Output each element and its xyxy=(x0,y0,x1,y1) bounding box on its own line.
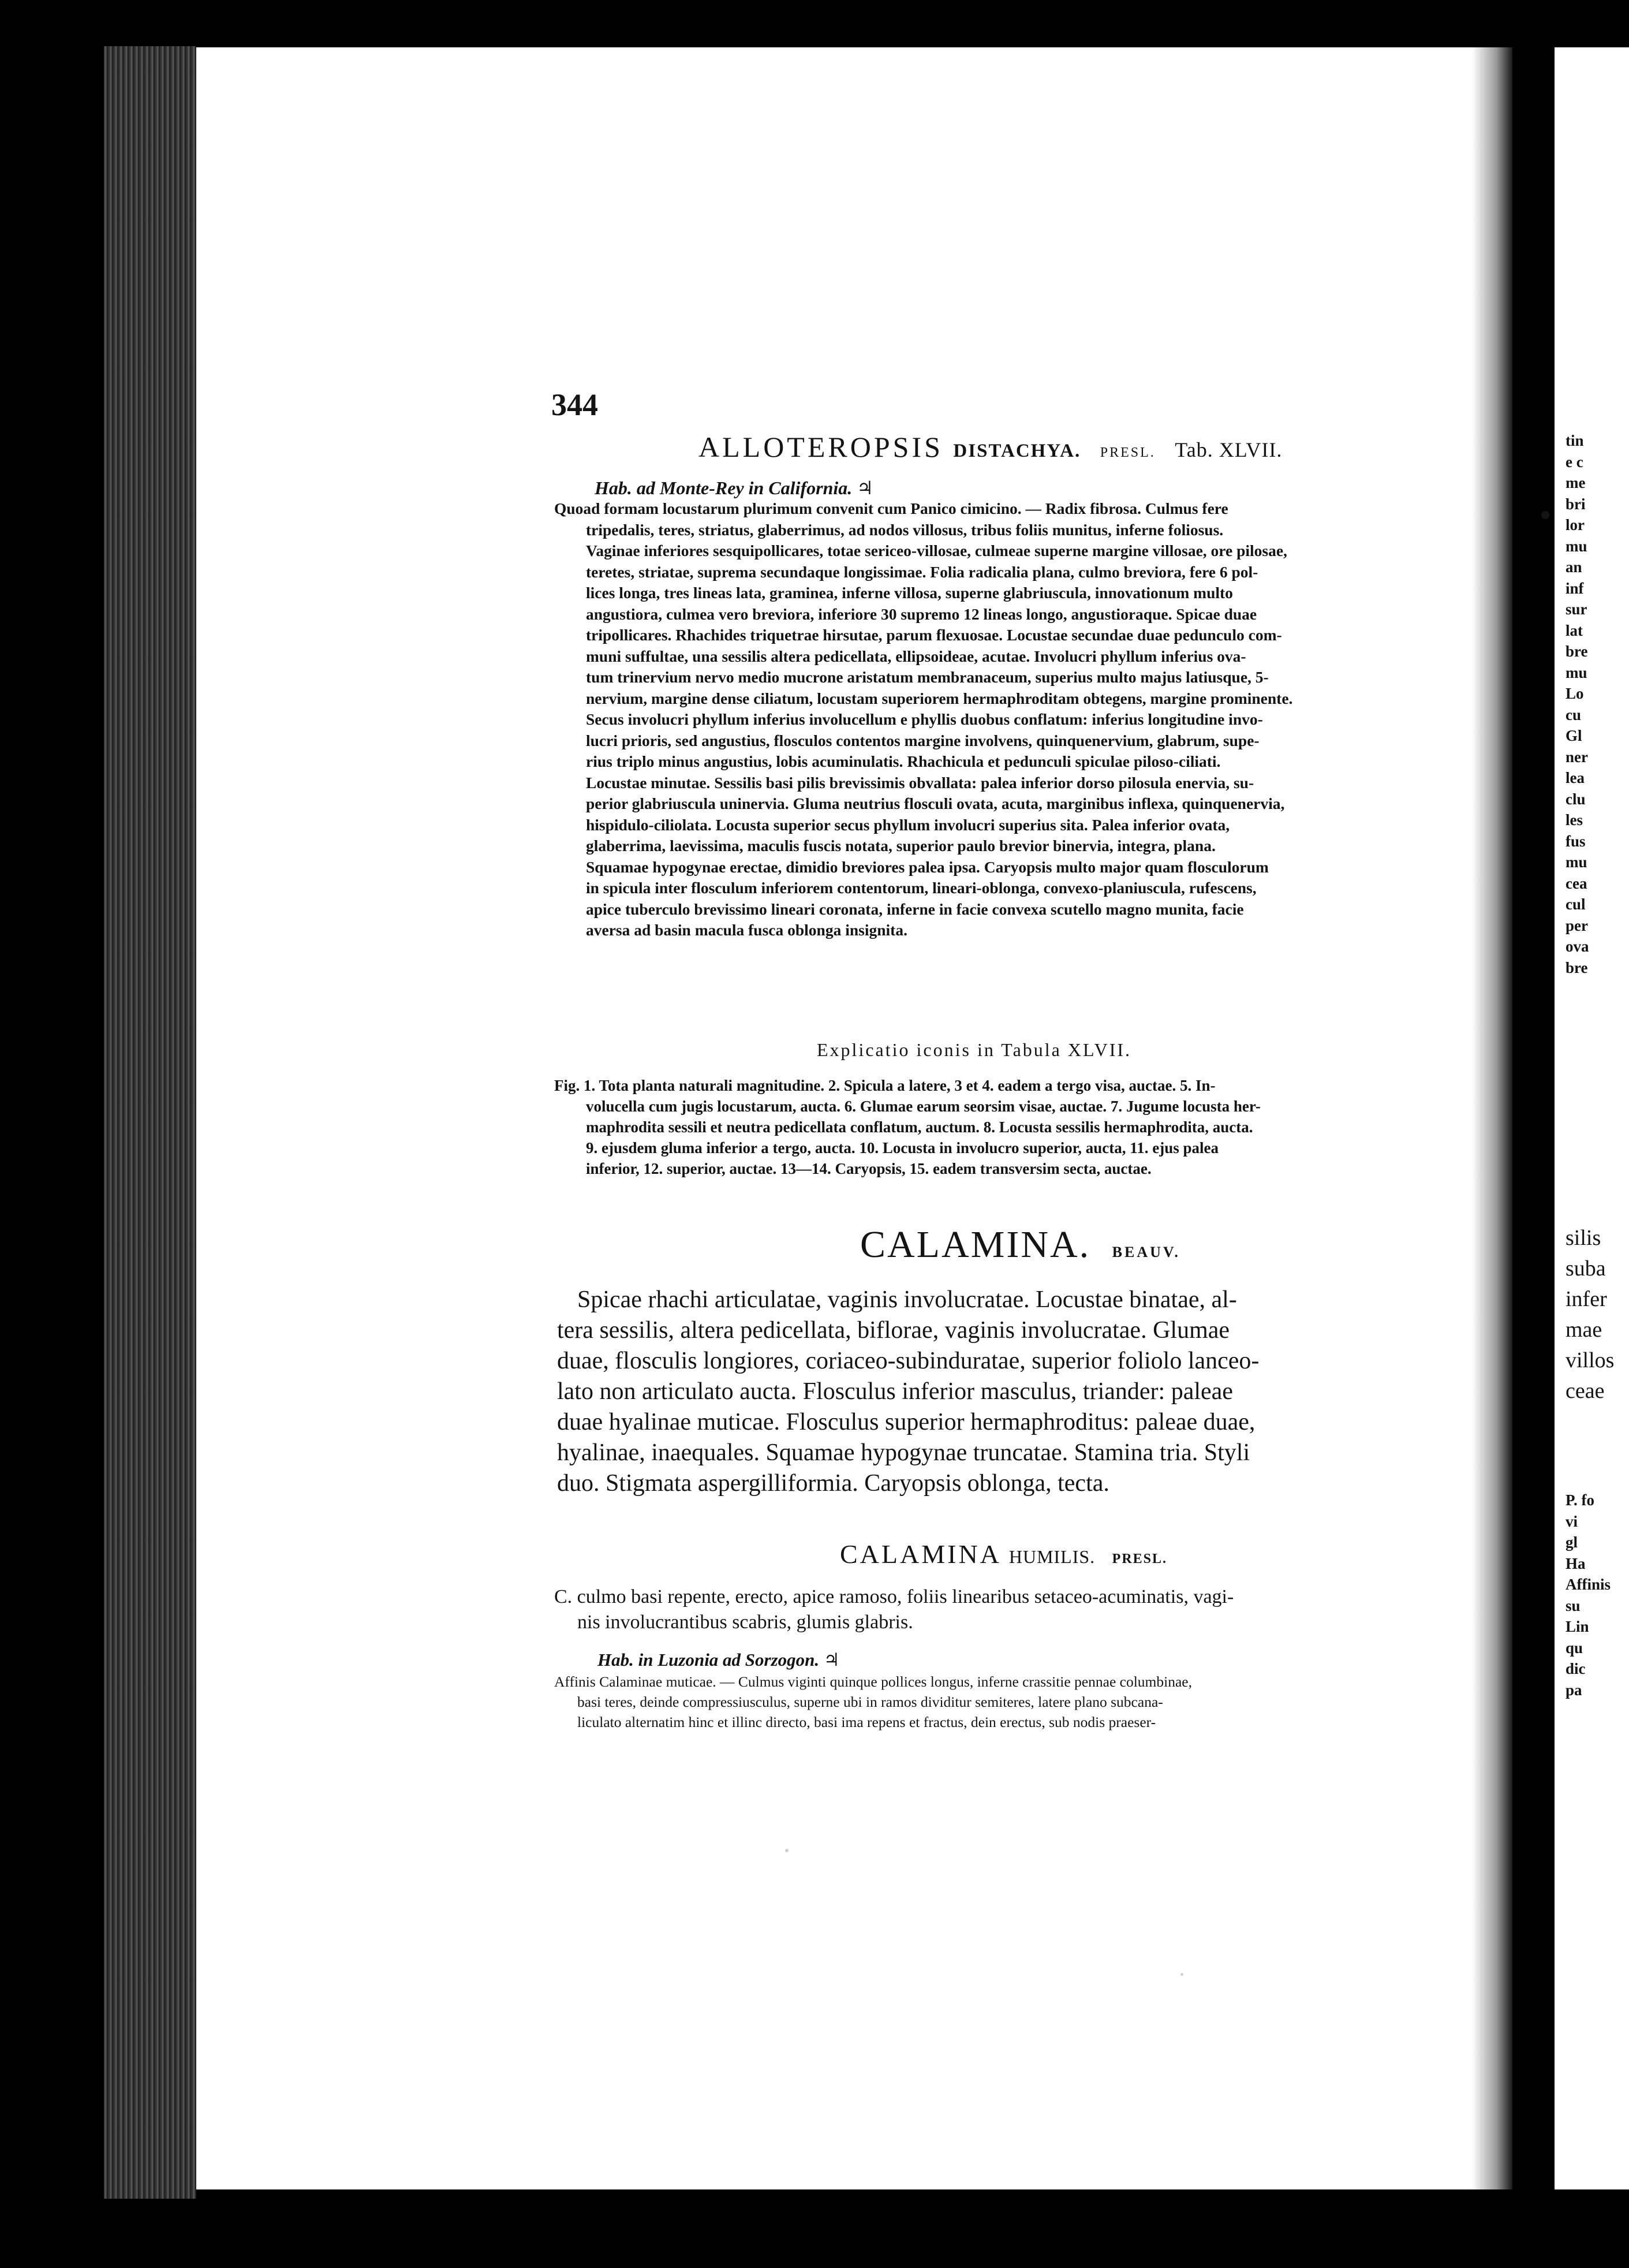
text-line: tripollicares. Rhachides triquetrae hirsutae, parum flexuosae. Locustae secundae duae pedunculo com- xyxy=(586,626,1282,644)
text-line: ner xyxy=(1566,748,1588,766)
text-line: teretes, striatae, suprema secundaque longissimae. Folia radicalia plana, culmo breviora, fere 6 pol- xyxy=(586,562,1258,581)
text-line: hyalinae, inaequales. Squamae hypogynae truncatae. Stamina tria. Styli xyxy=(557,1439,1250,1466)
bullet-mark xyxy=(1541,511,1549,519)
text-line: liculato alternatim hinc et illinc directo, basi ima repens et fractus, dein erectus, sub nodis praeser- xyxy=(577,1714,1156,1730)
text-line: Locustae minutae. Sessilis basi pilis brevissimis obvallata: palea inferior dorso pilosula enervia, su- xyxy=(586,773,1254,792)
text-line: dic xyxy=(1566,1660,1586,1677)
text-line: infer xyxy=(1566,1287,1607,1311)
genus-heading xyxy=(860,1223,1180,1267)
text-line: cea xyxy=(1566,874,1587,892)
text-line: sur xyxy=(1566,600,1587,618)
genus-description xyxy=(557,1285,1260,1499)
text-line: Gl xyxy=(1566,727,1582,744)
text-line: lea xyxy=(1566,769,1585,786)
paper-speck xyxy=(1180,1973,1183,1976)
text-line: volucella cum jugis locustarum, aucta. 6. Glumae earum seorsim visae, auctae. 7. Jugume locusta her- xyxy=(586,1098,1261,1115)
species-author: PRESL. xyxy=(1100,445,1156,460)
species-genus: ALLOTEROPSIS xyxy=(698,431,943,463)
species-epithet: DISTACHYA. xyxy=(953,441,1081,461)
text-line: aversa ad basin macula fusca oblonga insignita. xyxy=(586,921,907,939)
text-line: duo. Stigmata aspergilliformia. Caryopsis oblonga, tecta. xyxy=(557,1470,1109,1497)
text-line: mu xyxy=(1566,853,1587,871)
text-line: Vaginae inferiores sesquipollicares, totae sericeo-villosae, culmeae superne margine villosae, ore pilosae, xyxy=(586,542,1287,559)
paper-speck xyxy=(785,1849,789,1852)
species-diagnosis xyxy=(554,1584,1234,1635)
species-genus: CALAMINA xyxy=(840,1539,1000,1569)
affinity-paragraph xyxy=(554,1672,1192,1732)
page-number: 344 xyxy=(551,387,598,422)
text-line: lices longa, tres lineas lata, graminea, inferne villosa, superne glabriuscula, innovationum multo xyxy=(586,584,1233,602)
text-line: 9. ejusdem gluma inferior a tergo, aucta. 10. Locusta in involucro superior, aucta, 11. ejus palea xyxy=(586,1139,1219,1157)
page-gutter-shadow xyxy=(1472,47,1512,2189)
text-line: angustiora, culmea vero breviora, inferiore 30 supremo 12 lineas longo, angustioraque. Spicae duae xyxy=(586,605,1257,623)
habitat-line: Hab. in Luzonia ad Sorzogon. ♃ xyxy=(597,1650,840,1670)
text-line: perior glabriuscula uninervia. Gluma neutrius flosculi ovata, acuta, marginibus inflexa, quinquenervia, xyxy=(586,794,1285,812)
text-line: Quoad formam locustarum plurimum convenit cum Panico cimicino. — Radix fibrosa. Culmus fere xyxy=(554,499,1228,517)
text-line: su xyxy=(1566,1596,1581,1614)
text-line: cu xyxy=(1566,706,1581,723)
facing-page-text-middle xyxy=(1566,1223,1614,1407)
species-author: PRESL. xyxy=(1112,1551,1168,1566)
text-line: les xyxy=(1566,811,1583,829)
text-line: mu xyxy=(1566,537,1587,555)
text-line: qu xyxy=(1566,1639,1583,1657)
text-line: pa xyxy=(1566,1681,1582,1699)
text-line: hispidulo-ciliolata. Locusta superior secus phyllum involucri superius sita. Palea inferior ovata, xyxy=(586,815,1230,834)
text-line: C. culmo basi repente, erecto, apice ramoso, foliis linearibus setaceo-acuminatis, vagi- xyxy=(554,1586,1234,1607)
plate-reference: Tab. XLVII. xyxy=(1175,438,1283,461)
text-line: lor xyxy=(1566,516,1585,534)
text-line: duae hyalinae muticae. Flosculus superior hermaphroditus: paleae duae, xyxy=(557,1409,1256,1435)
text-line: me xyxy=(1566,474,1586,491)
species-heading xyxy=(698,430,1282,464)
text-line: Lin xyxy=(1566,1618,1589,1635)
text-line: an xyxy=(1566,558,1582,576)
text-line: silis xyxy=(1566,1226,1601,1250)
text-line: Ha xyxy=(1566,1554,1586,1572)
text-line: bre xyxy=(1566,958,1588,976)
text-line: lat xyxy=(1566,621,1583,639)
figure-explanation xyxy=(554,1075,1261,1179)
text-line: ceae xyxy=(1566,1379,1605,1403)
text-line: inf xyxy=(1566,579,1584,597)
text-line: rius triplo minus angustius, lobis acuminulatis. Rhachicula et pedunculi spiculae piloso-ciliati. xyxy=(586,752,1221,770)
text-line: tripedalis, teres, striatus, glaberrimus, ad nodos villosus, tribus foliis munitus, inferne foliosus. xyxy=(586,520,1224,539)
species-heading xyxy=(840,1539,1167,1569)
habitat-line: Hab. ad Monte-Rey in California. ♃ xyxy=(595,478,873,498)
text-line: P. fo xyxy=(1566,1491,1595,1509)
text-line: vi xyxy=(1566,1512,1578,1530)
book-spine-edge xyxy=(104,46,196,2199)
text-line: tin xyxy=(1566,432,1584,449)
text-line: clu xyxy=(1566,790,1586,808)
text-line: bre xyxy=(1566,643,1588,660)
text-line: maphrodita sessili et neutra pedicellata conflatum, auctum. 8. Locusta sessilis hermaphrodita, aucta. xyxy=(586,1118,1253,1136)
text-line: mae xyxy=(1566,1318,1602,1342)
facing-page-text-top xyxy=(1566,430,1589,978)
text-line: Fig. 1. Tota planta naturali magnitudine. 2. Spicula a latere, 3 et 4. eadem a tergo visa, auctae. 5. In- xyxy=(554,1077,1216,1094)
text-line: muni suffultae, una sessilis altera pedicellata, ellipsoideae, acutae. Involucri phyllum inferius ova- xyxy=(586,647,1246,665)
facing-page-text-bottom xyxy=(1566,1490,1611,1700)
genus-author: BEAUV. xyxy=(1112,1244,1180,1260)
text-line: Secus involucri phyllum inferius involucellum e phyllis duobus conflatum: inferius longitudine invo- xyxy=(586,710,1263,728)
species-epithet: HUMILIS. xyxy=(1008,1546,1096,1567)
figure-explanation-heading: Explicatio iconis in Tabula XLVII. xyxy=(817,1039,1132,1060)
text-line: glaberrima, laevissima, maculis fuscis notata, superior paulo brevior binervia, integra, plana. xyxy=(586,837,1216,855)
text-line: bri xyxy=(1566,495,1586,513)
text-line: nis involucrantibus scabris, glumis glabris. xyxy=(577,1612,913,1633)
text-line: lato non articulato aucta. Flosculus inferior masculus, triander: paleae xyxy=(557,1378,1233,1405)
text-line: cul xyxy=(1566,896,1586,913)
text-line: Affinis xyxy=(1566,1576,1611,1593)
text-line: villos xyxy=(1566,1348,1615,1372)
text-line: per xyxy=(1566,916,1588,934)
text-line: suba xyxy=(1566,1256,1606,1281)
text-line: Affinis Calaminae muticae. — Culmus viginti quinque pollices longus, inferne crassitie pennae columbinae, xyxy=(554,1673,1192,1690)
text-line: gl xyxy=(1566,1534,1578,1551)
text-line: tum trinervium nervo medio mucrone aristatum membranaceum, superius multo majus latiusque, 5- xyxy=(586,668,1269,686)
text-line: tera sessilis, altera pedicellata, biflorae, vaginis involucratae. Glumae xyxy=(557,1317,1230,1344)
text-line: ova xyxy=(1566,938,1589,955)
species-description xyxy=(554,498,1472,941)
text-line: fus xyxy=(1566,832,1586,850)
text-line: lucri prioris, sed angustius, flosculos contentos margine involvens, quinquenervium, glabrum, supe- xyxy=(586,731,1260,749)
text-line: mu xyxy=(1566,663,1587,681)
text-line: Spicae rhachi articulatae, vaginis involucratae. Locustae binatae, al- xyxy=(577,1286,1237,1313)
text-line: basi teres, deinde compressiusculus, superne ubi in ramos dividitur semiteres, latere plano subcana- xyxy=(577,1693,1163,1710)
text-line: e c xyxy=(1566,453,1583,471)
text-line: in spicula inter flosculum inferiorem contentorum, lineari-oblonga, convexo-planiuscula, rufescens, xyxy=(586,879,1257,897)
text-line: nervium, margine dense ciliatum, locustam superiorem hermaphroditam obtegens, margine prominente. xyxy=(586,689,1293,707)
text-line: Squamae hypogynae erectae, dimidio breviores palea ipsa. Caryopsis multo major quam flosculorum xyxy=(586,857,1269,876)
text-line: apice tuberculo brevissimo lineari coronata, inferne in facie convexa scutello magno munita, facie xyxy=(586,900,1244,918)
facing-page xyxy=(1555,47,1629,2189)
text-line: inferior, 12. superior, auctae. 13—14. Caryopsis, 15. eadem transversim secta, auctae. xyxy=(586,1160,1152,1177)
text-line: Lo xyxy=(1566,685,1584,702)
genus-name: CALAMINA. xyxy=(860,1223,1091,1266)
text-line: duae, flosculis longiores, coriaceo-subinduratae, superior foliolo lanceo- xyxy=(557,1348,1260,1374)
